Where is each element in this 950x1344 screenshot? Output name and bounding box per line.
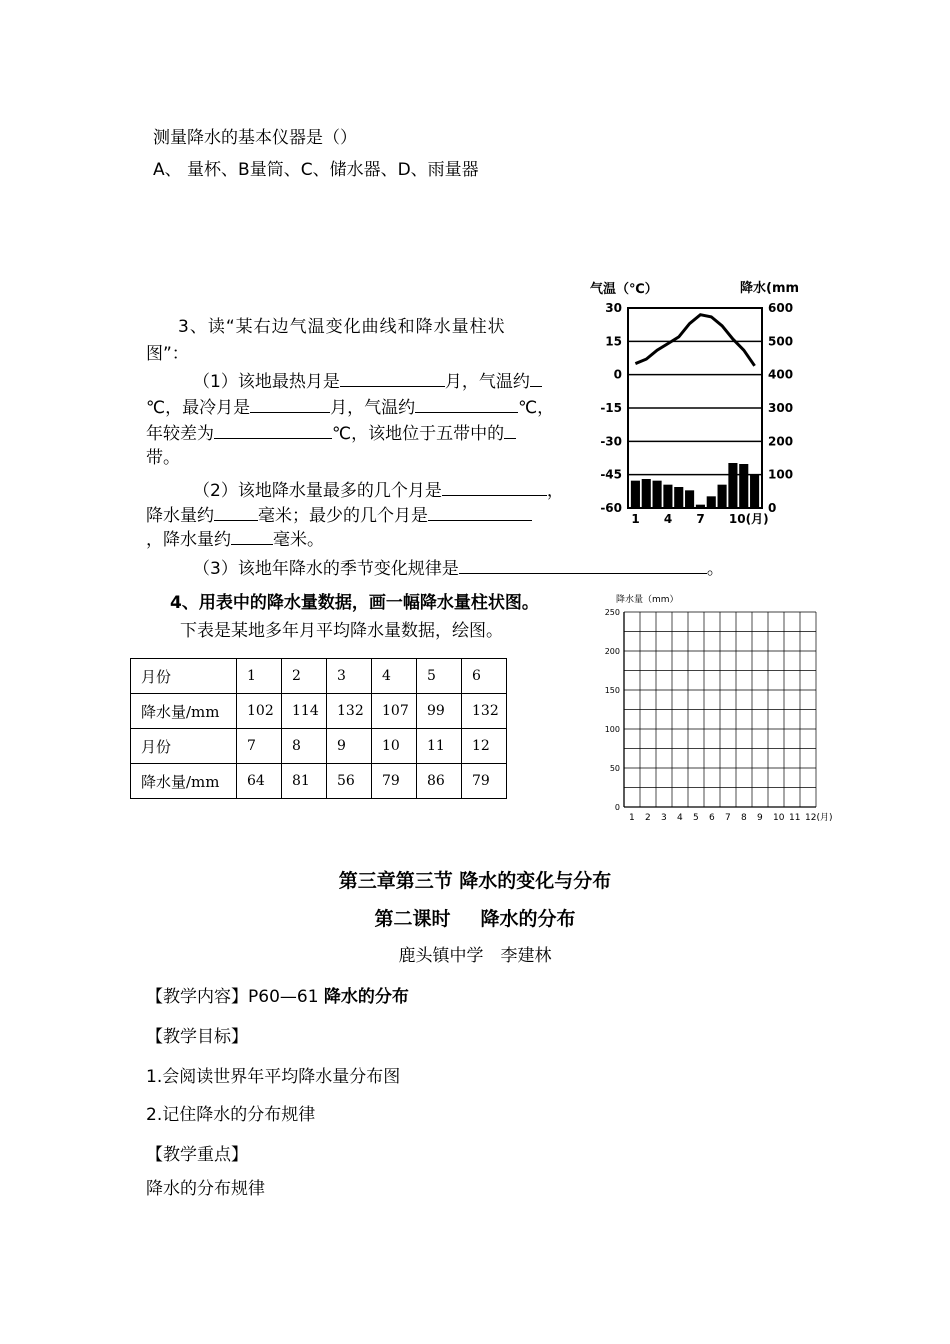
climate-left-tick: -45 <box>600 467 622 482</box>
table-cell: 107 <box>372 694 417 729</box>
blank-driest-months[interactable] <box>428 504 532 521</box>
temperature-curve <box>635 315 754 366</box>
table-cell: 降水量/mm <box>131 764 237 799</box>
lesson-period: 第二课时 <box>374 908 451 930</box>
table-cell: 114 <box>282 694 327 729</box>
grid-x-tick: 6 <box>709 813 715 823</box>
q3-p2-line1 <box>193 479 564 502</box>
rainfall-table <box>130 658 507 799</box>
grid-x-tick: 1 <box>629 813 635 823</box>
precip-bar <box>685 490 694 508</box>
goal-1: 1.会阅读世界年平均降水量分布图 <box>146 1067 401 1087</box>
table-cell: 7 <box>237 729 282 764</box>
table-cell: 81 <box>282 764 327 799</box>
table-cell: 降水量/mm <box>131 694 237 729</box>
key-title: 【教学重点】 <box>146 1145 248 1165</box>
q3-p1-line4: 带。 <box>146 448 180 468</box>
grid-y-tick: 0 <box>614 803 620 812</box>
climate-right-tick: 300 <box>768 401 794 415</box>
table-cell: 79 <box>462 764 507 799</box>
grid-y-tick: 100 <box>604 725 620 734</box>
table-cell: 12 <box>462 729 507 764</box>
table-row <box>131 729 507 764</box>
q3-intro-line2: 图”： <box>146 344 189 364</box>
precip-bar <box>707 496 716 508</box>
text: 月，气温约 <box>444 372 530 392</box>
table-cell: 月份 <box>131 659 237 694</box>
table-cell: 10 <box>372 729 417 764</box>
text: 年较差为 <box>146 424 214 444</box>
precip-bar <box>631 481 640 508</box>
text: 。 <box>706 559 724 579</box>
grid-x-tick: 7 <box>725 813 731 823</box>
table-cell: 3 <box>327 659 372 694</box>
grid-x-tick: 4 <box>677 813 683 823</box>
table-cell: 11 <box>417 729 462 764</box>
text: ℃，最冷月是 <box>146 398 251 418</box>
blank-max-rain[interactable] <box>214 504 258 521</box>
blank-coldest-month[interactable] <box>250 396 330 413</box>
blank-wettest-months[interactable] <box>442 479 547 496</box>
table-cell: 132 <box>327 694 372 729</box>
q4-title: 4、用表中的降水量数据，画一幅降水量柱状图。 <box>170 593 539 613</box>
climate-right-tick: 200 <box>768 434 794 449</box>
text: 毫米；最少的几个月是 <box>258 506 428 526</box>
table-cell: 2 <box>282 659 327 694</box>
climate-left-tick: -30 <box>600 434 622 449</box>
text: 降水量约 <box>146 506 214 526</box>
q3-p2-line3 <box>146 528 324 551</box>
text: （1）该地最热月是 <box>193 372 340 392</box>
table-cell: 102 <box>237 694 282 729</box>
climate-x-tick: 10(月) <box>728 512 769 525</box>
lesson-topic: 降水的分布 <box>480 908 576 930</box>
q3-intro-line1: 3、读“某右边气温变化曲线和降水量柱状 <box>178 317 506 337</box>
text: （3）该地年降水的季节变化规律是 <box>193 559 459 579</box>
precip-bar <box>674 487 683 508</box>
precip-bar <box>663 485 672 508</box>
blank-annual-range[interactable] <box>214 422 332 439</box>
grid-y-tick: 200 <box>604 647 620 656</box>
grid-x-tick: 11 <box>789 813 801 823</box>
climate-left-tick: 15 <box>605 334 622 349</box>
precip-bar <box>728 463 737 508</box>
q3-p1-line1 <box>193 370 542 393</box>
table-cell: 56 <box>327 764 372 799</box>
climate-right-tick: 100 <box>768 467 794 482</box>
blank-min-rain[interactable] <box>231 528 273 545</box>
blank-hottest-month[interactable] <box>340 370 445 387</box>
text: ， <box>546 481 564 501</box>
lesson-content <box>146 986 409 1008</box>
lesson-subtitle <box>0 904 950 931</box>
grid-x-tick: 5 <box>693 813 699 823</box>
text: 月，气温约 <box>330 398 416 418</box>
climate-x-tick: 7 <box>696 512 705 525</box>
q3-p3-line <box>193 557 724 580</box>
table-cell: 132 <box>462 694 507 729</box>
grid-x-tick: 9 <box>757 813 763 823</box>
table-cell: 1 <box>237 659 282 694</box>
blank-coldest-temp[interactable] <box>415 396 518 413</box>
goals-title: 【教学目标】 <box>146 1027 248 1047</box>
goal-2: 2.记住降水的分布规律 <box>146 1105 316 1125</box>
precip-bar <box>718 485 727 508</box>
lesson-title: 第三章第三节 降水的变化与分布 <box>338 870 612 892</box>
table-cell: 6 <box>462 659 507 694</box>
q4-subtitle: 下表是某地多年月平均降水量数据，绘图。 <box>180 621 503 641</box>
table-cell: 86 <box>417 764 462 799</box>
precip-bar <box>750 475 759 508</box>
table-cell: 64 <box>237 764 282 799</box>
content-label: 【教学内容】P60—61 <box>146 987 319 1007</box>
table-cell: 4 <box>372 659 417 694</box>
q3-p2-line2 <box>146 504 532 527</box>
climate-x-tick: 1 <box>631 512 640 525</box>
precip-bar <box>696 505 705 508</box>
climate-right-tick: 600 <box>768 301 794 315</box>
grid-x-tick: 8 <box>741 813 747 823</box>
climate-left-tick: -60 <box>600 501 622 515</box>
grid-y-tick: 250 <box>604 608 620 617</box>
table-cell: 8 <box>282 729 327 764</box>
climate-x-tick: 4 <box>663 512 673 525</box>
blank-hottest-temp[interactable] <box>530 370 542 387</box>
instrument-options: A、 量杯、B量筒、C、储水器、D、雨量器 <box>153 160 479 180</box>
climate-left-tick: -15 <box>600 401 622 415</box>
grid-x-tick: 3 <box>661 813 667 823</box>
grid-ylabel: 降水量（mm） <box>616 595 679 605</box>
grid-x-tick: 10 <box>773 813 785 823</box>
grid-y-tick: 150 <box>604 686 620 695</box>
grid-x-tick: 12(月) <box>805 813 833 823</box>
table-cell: 9 <box>327 729 372 764</box>
text: （2）该地降水量最多的几个月是 <box>193 481 442 501</box>
q3-p1-line3 <box>146 422 516 445</box>
instrument-question: 测量降水的基本仪器是（） <box>153 128 357 148</box>
text: ，降水量约 <box>146 530 231 550</box>
table-cell: 月份 <box>131 729 237 764</box>
text: 毫米。 <box>273 530 324 550</box>
climate-left-tick: 30 <box>605 301 622 315</box>
climate-left-tick: 0 <box>613 367 622 382</box>
climate-left-title: 气温（℃） <box>590 282 658 297</box>
climate-chart <box>585 275 805 525</box>
text: ℃，该地位于五带中的 <box>332 424 505 444</box>
blank-seasonal-rule[interactable] <box>459 557 707 574</box>
precip-bar <box>653 481 662 508</box>
key-text: 降水的分布规律 <box>146 1179 265 1199</box>
lesson-author: 鹿头镇中学 李建林 <box>398 946 552 966</box>
grid-y-tick: 50 <box>609 764 620 773</box>
drawing-grid-chart <box>596 590 836 830</box>
table-row <box>131 659 507 694</box>
content-topic: 降水的分布 <box>323 987 409 1007</box>
climate-right-title: 降水(mm <box>740 281 800 296</box>
grid-x-tick: 2 <box>645 813 651 823</box>
table-row <box>131 764 507 799</box>
q3-p1-line2 <box>146 396 554 419</box>
text: ℃， <box>518 398 555 418</box>
table-cell: 99 <box>417 694 462 729</box>
climate-right-tick: 500 <box>768 334 794 349</box>
precip-bar <box>739 464 748 508</box>
table-row <box>131 694 507 729</box>
precip-bar <box>642 479 651 508</box>
blank-zone[interactable] <box>504 422 516 439</box>
climate-right-tick: 0 <box>768 501 777 515</box>
table-cell: 79 <box>372 764 417 799</box>
climate-right-tick: 400 <box>768 367 794 382</box>
table-cell: 5 <box>417 659 462 694</box>
